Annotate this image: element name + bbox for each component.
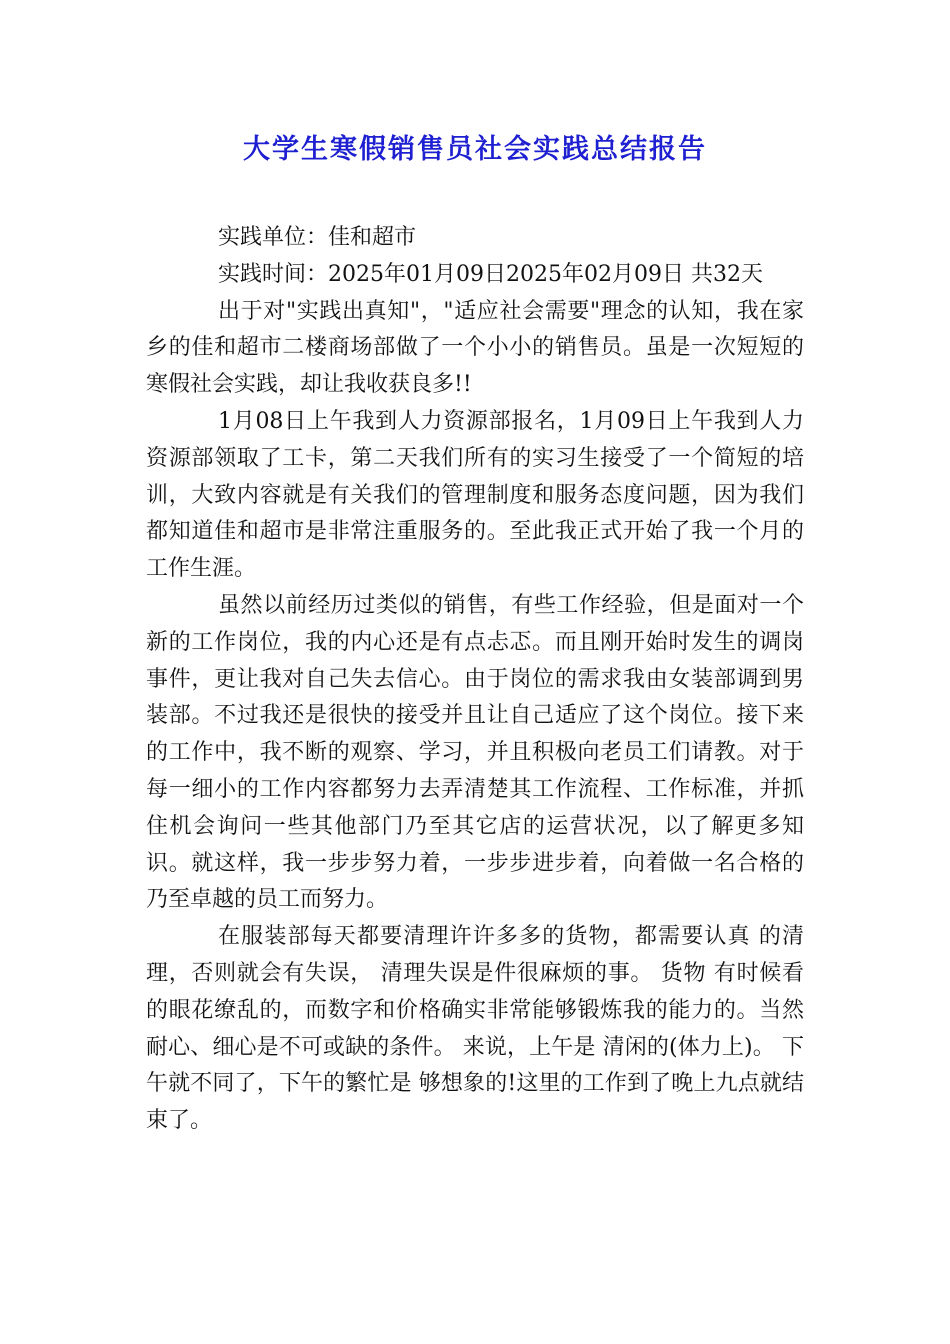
experience-paragraph: 虽然以前经历过类似的销售，有些工作经验，但是面对一个新的工作岗位，我的内心还是有点忐忑。而且刚开始时发生的调岗事件，更让我对自己失去信心。由于岗位的需求我由女装部调到男装部。不过我还是很快的接受并且让自己适应了这个岗位。接下来的工作中，我不断的观察、学习，并且积极向老员工们请教。对于每一细小的工作内容都努力去弄清楚其工作流程、工作标准，并抓住机会询问一些其他部门乃至其它店的运营状况，以了解更多知识。就这样，我一步步努力着，一步步进步着，向着做一名合格的乃至卓越的员工而努力。 [146, 592, 804, 913]
document-body [146, 220, 804, 1140]
practice-unit-paragraph: 实践单位：佳和超市 [218, 225, 417, 250]
clothing-department-paragraph: 在服装部每天都要清理许许多多的货物，都需要认真 的清理，否则就会有失误， 清理失误是件很麻烦的事。 货物 有时候看的眼花缭乱的，而数字和价格确实非常能够锻炼我的能力的。当然耐心、细心是不可或缺的条件。 来说，上午是 清闲的(体力上)。 下午就不同了，下午的繁忙是 够想象的!这里的工作到了晚上九点就结束了。 [146, 924, 804, 1134]
training-paragraph: 1月08日上午我到人力资源部报名，1月09日上午我到人力资源部领取了工卡，第二天我们所有的实习生接受了一个简短的培训，大致内容就是有关我们的管理制度和服务态度问题，因为我们都知道佳和超市是非常注重服务的。至此我正式开始了我一个月的工作生涯。 [146, 408, 804, 582]
practice-time-paragraph: 实践时间：2025年01月09日2025年02月09日 共32天 [218, 261, 763, 287]
intro-paragraph: 出于对"实践出真知"，"适应社会需要"理念的认知，我在家乡的佳和超市二楼商场部做了一个小小的销售员。虽是一次短短的寒假社会实践，却让我收获良多!! [146, 298, 804, 398]
document-title: 大学生寒假销售员社会实践总结报告 [243, 134, 707, 165]
